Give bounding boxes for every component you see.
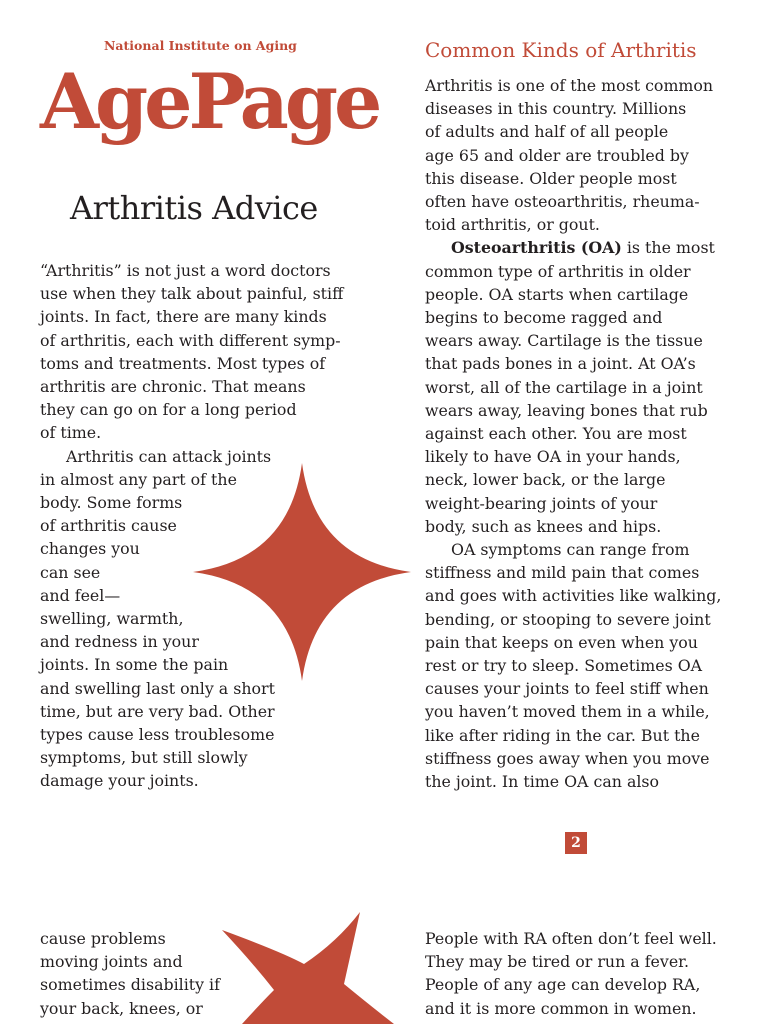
text-line: and feel—	[40, 585, 121, 605]
text-line: arthritis are chronic. That means	[40, 377, 306, 397]
text-line: moving joints and	[40, 952, 183, 972]
text-line: pain that keeps on even when you	[425, 632, 698, 652]
next-page-right-column	[425, 927, 745, 1020]
text-line: and goes with activities like walking,	[425, 586, 722, 606]
text-line: “Arthritis” is not just a word doctors	[40, 261, 331, 280]
text-line: wears away, leaving bones that rub	[425, 400, 708, 420]
text-line: time, but are very bad. Other	[40, 701, 275, 721]
next-page-left-column	[40, 927, 270, 1020]
text-line: joints. In fact, there are many kinds	[40, 307, 327, 327]
text-line: of arthritis, each with different symp-	[40, 330, 341, 350]
section-heading: Common Kinds of Arthritis	[425, 38, 697, 62]
text-line: swelling, warmth,	[40, 609, 184, 629]
text-line: They may be tired or run a fever.	[425, 952, 690, 972]
text-line: Arthritis is one of the most common	[425, 76, 714, 95]
text-line: rest or try to sleep. Sometimes OA	[425, 656, 703, 676]
text-line: stiffness goes away when you move	[425, 748, 710, 768]
text-line: weight-bearing joints of your	[425, 493, 658, 513]
text-line: that pads bones in a joint. At OA’s	[425, 354, 696, 374]
text-line: of arthritis cause	[40, 516, 177, 536]
oa-intro-line	[425, 236, 725, 259]
text-line: of time.	[40, 423, 102, 443]
text-line: types cause less troublesome	[40, 725, 275, 745]
text-line: cause problems	[40, 929, 166, 948]
text-line: toid arthritis, or gout.	[425, 215, 600, 235]
text-line: and it is more common in women.	[425, 998, 697, 1018]
text-line: causes your joints to feel stiff when	[425, 679, 709, 699]
text-line: age 65 and older are troubled by	[425, 145, 689, 165]
text-line: diseases in this country. Millions	[425, 99, 687, 119]
text-line: your back, knees, or	[40, 998, 203, 1018]
text-line: worst, all of the cartilage in a joint	[425, 377, 703, 397]
oa-term: Osteoarthritis (OA)	[451, 238, 622, 258]
text-line: in almost any part of the	[40, 469, 237, 489]
intro-column	[40, 259, 344, 793]
text-line: stiffness and mild pain that comes	[425, 563, 700, 583]
text-line: of adults and half of all people	[425, 122, 669, 142]
text-fragment: is the most	[621, 238, 715, 258]
text-line: body, such as knees and hips.	[425, 516, 662, 536]
kinds-column	[425, 74, 725, 793]
text-line: begins to become ragged and	[425, 308, 663, 328]
text-line: like after riding in the car. But the	[425, 725, 700, 745]
text-line: and redness in your	[40, 632, 199, 652]
text-line: sometimes disability if	[40, 975, 220, 995]
text-line: people. OA starts when cartilage	[425, 284, 689, 304]
agepage-logo: AgePage	[40, 57, 379, 146]
text-line: neck, lower back, or the large	[425, 470, 666, 490]
text-line: the joint. In time OA can also	[425, 772, 660, 792]
text-line: joints. In some the pain	[40, 655, 229, 675]
text-line: against each other. You are most	[425, 424, 687, 444]
text-line: and swelling last only a short	[40, 678, 275, 698]
text-line: toms and treatments. Most types of	[40, 353, 326, 373]
text-line: People with RA often don’t feel well.	[425, 929, 717, 948]
text-line: People of any age can develop RA,	[425, 975, 701, 995]
text-line: Arthritis can attack joints	[66, 446, 272, 466]
text-line: damage your joints.	[40, 771, 199, 791]
text-line: OA symptoms can range from	[451, 540, 690, 560]
page-number-badge: 2	[565, 832, 587, 854]
document-title: Arthritis Advice	[70, 189, 318, 227]
agency-name: National Institute on Aging	[104, 38, 297, 53]
text-line: often have osteoarthritis, rheuma-	[425, 192, 700, 212]
text-line: use when they talk about painful, stiff	[40, 284, 344, 304]
text-line: bending, or stooping to severe joint	[425, 609, 711, 629]
text-line: symptoms, but still slowly	[40, 748, 248, 768]
text-line: you haven’t moved them in a while,	[425, 702, 710, 722]
text-line: likely to have OA in your hands,	[425, 447, 681, 467]
text-line: body. Some forms	[40, 493, 183, 513]
text-line: can see	[40, 562, 101, 582]
text-line: this disease. Older people most	[425, 168, 677, 188]
text-line: changes you	[40, 539, 140, 559]
text-line: wears away. Cartilage is the tissue	[425, 331, 703, 351]
text-line: they can go on for a long period	[40, 400, 297, 420]
text-line: common type of arthritis in older	[425, 261, 691, 281]
